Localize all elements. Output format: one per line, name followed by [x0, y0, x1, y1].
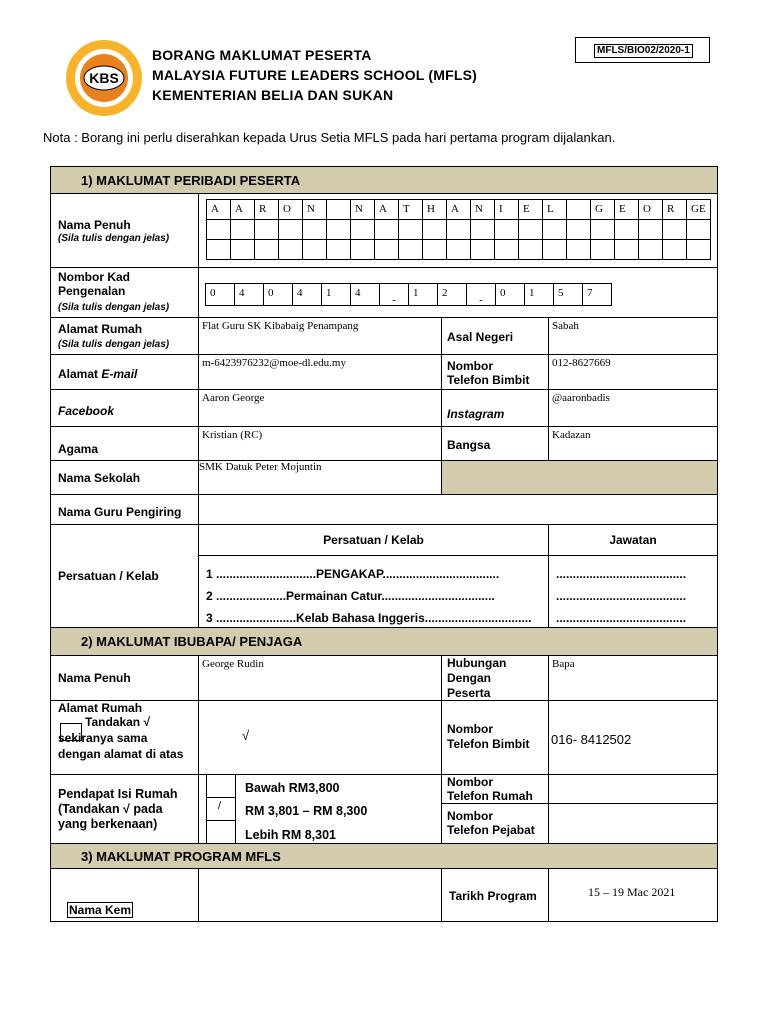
income-option-3: Lebih RM 8,301	[245, 828, 336, 842]
sekolah-value[interactable]: SMK Datuk Peter Mojuntin	[198, 460, 442, 495]
alamat-tick: √	[242, 728, 250, 743]
name-empty-cell[interactable]	[639, 220, 663, 240]
section-3-header: 3) MAKLUMAT PROGRAM MFLS	[50, 843, 718, 869]
fb-label-cell	[50, 389, 199, 427]
bangsa-label-cell	[441, 426, 549, 461]
name-empty-cell[interactable]	[231, 240, 255, 260]
ic-separator[interactable]: -	[467, 284, 496, 306]
name-letter-cell[interactable]: I	[495, 200, 519, 220]
name-letter-cell[interactable]: G	[591, 200, 615, 220]
pejabat-label-cell	[441, 803, 549, 844]
parent-nama-label: Nama Penuh	[58, 671, 131, 685]
nama-penuh-sub: (Sila tulis dengan jelas)	[58, 233, 170, 244]
sekolah-shaded-cell	[441, 460, 718, 495]
asal-label-cell	[441, 317, 549, 355]
jawatan-item-1[interactable]: .......................................	[556, 567, 687, 581]
form-code-box	[575, 37, 710, 63]
tel-label-1: Nombor	[447, 359, 493, 373]
name-letter-cell[interactable]: GE	[687, 200, 711, 220]
ic-digit-cell[interactable]: 4	[351, 284, 380, 306]
guru-label-cell	[50, 494, 199, 525]
tarikh-label-cell	[441, 868, 549, 922]
jawatan-head: Jawatan	[609, 533, 657, 547]
name-letter-cell[interactable]: T	[399, 200, 423, 220]
agama-label: Agama	[58, 442, 99, 456]
name-letter-cell[interactable]: O	[279, 200, 303, 220]
nama-penuh-label: Nama Penuh	[58, 218, 131, 232]
section-1-header: 1) MAKLUMAT PERIBADI PESERTA	[50, 166, 718, 194]
name-empty-cell[interactable]	[375, 220, 399, 240]
bangsa-value[interactable]: Kadazan	[548, 426, 718, 461]
name-empty-cell[interactable]	[303, 240, 327, 260]
parent-nama-label-cell	[50, 655, 199, 701]
ic-digit-cell[interactable]: 0	[206, 284, 235, 306]
agama-value[interactable]: Kristian (RC)	[198, 426, 442, 461]
parent-alamat-label-4: dengan alamat di atas	[58, 747, 184, 761]
name-empty-cell[interactable]	[351, 220, 375, 240]
tel-value[interactable]: 012-8627669	[548, 354, 718, 390]
bangsa-label: Bangsa	[447, 438, 491, 452]
pejabat-label-1: Nombor	[447, 809, 493, 823]
name-letter-cell[interactable]: A	[447, 200, 471, 220]
parent-nama-value[interactable]: George Rudin	[198, 655, 442, 701]
guru-value[interactable]	[198, 494, 718, 525]
income-checkbox-3[interactable]	[206, 821, 236, 844]
name-empty-cell[interactable]	[687, 240, 711, 260]
hubungan-label-3: Peserta	[447, 686, 491, 700]
name-empty-cell[interactable]	[495, 220, 519, 240]
name-empty-cell[interactable]	[567, 220, 591, 240]
name-empty-cell[interactable]	[543, 240, 567, 260]
name-empty-cell[interactable]	[615, 240, 639, 260]
tel-label-cell	[441, 354, 549, 390]
jawatan-head-cell	[548, 524, 718, 556]
name-empty-cell[interactable]	[591, 220, 615, 240]
name-empty-cell[interactable]	[207, 240, 231, 260]
bimbit-label-cell	[441, 700, 549, 775]
ic-digit-cell[interactable]: 1	[525, 284, 554, 306]
name-empty-cell[interactable]	[279, 240, 303, 260]
name-empty-cell[interactable]	[639, 240, 663, 260]
email-label: Alamat E-mail	[58, 367, 138, 381]
kelab-item-3[interactable]: 3 ........................Kelab Bahasa Inggeris................................	[206, 611, 532, 625]
jawatan-item-3[interactable]: .......................................	[556, 611, 687, 625]
section-2-header: 2) MAKLUMAT IBUBAPA/ PENJAGA	[50, 627, 718, 656]
pejabat-label-2: Telefon Pejabat	[447, 823, 535, 837]
hubungan-value[interactable]: Bapa	[548, 655, 718, 701]
kelab-list-cell	[198, 555, 549, 628]
ic-digit-cell[interactable]: 2	[438, 284, 467, 306]
kem-label-cell	[50, 868, 199, 922]
parent-alamat-label-cell	[50, 700, 199, 775]
email-value[interactable]: m-6423976232@moe-dl.edu.my	[198, 354, 442, 390]
hubungan-label-2: Dengan	[447, 671, 492, 685]
name-letter-grid[interactable]	[206, 199, 711, 260]
name-empty-cell[interactable]	[327, 240, 351, 260]
kelab-label-cell	[50, 524, 199, 628]
name-letter-cell[interactable]: A	[375, 200, 399, 220]
ic-digit-grid[interactable]	[205, 283, 612, 306]
name-empty-cell[interactable]	[687, 220, 711, 240]
ic-digit-cell[interactable]: 0	[264, 284, 293, 306]
ic-label-cell	[50, 267, 199, 318]
name-letter-cell[interactable]	[567, 200, 591, 220]
name-letter-cell[interactable]	[327, 200, 351, 220]
title-line-1: BORANG MAKLUMAT PESERTA	[152, 47, 372, 63]
sekolah-label-cell	[50, 460, 199, 495]
bimbit-value[interactable]: 016- 8412502	[548, 700, 718, 775]
title-line-2: MALAYSIA FUTURE LEADERS SCHOOL (MFLS)	[152, 67, 477, 83]
kbs-logo	[64, 38, 144, 118]
name-letter-cell[interactable]: A	[207, 200, 231, 220]
form-title	[152, 45, 477, 105]
name-empty-cell[interactable]	[447, 220, 471, 240]
name-empty-cell[interactable]	[303, 220, 327, 240]
svg-text:KBS: KBS	[89, 70, 119, 86]
ic-digit-cell[interactable]: 1	[409, 284, 438, 306]
name-letter-cell[interactable]: R	[663, 200, 687, 220]
name-empty-cell[interactable]	[495, 240, 519, 260]
name-empty-cell[interactable]	[591, 240, 615, 260]
parent-alamat-label-2: Tandakan √	[85, 715, 151, 729]
bimbit-label-2: Telefon Bimbit	[447, 737, 530, 751]
name-empty-cell[interactable]	[519, 220, 543, 240]
fb-value[interactable]: Aaron George	[198, 389, 442, 427]
name-empty-cell[interactable]	[567, 240, 591, 260]
kelab-item-2[interactable]: 2 .....................Permainan Catur..................................	[206, 589, 495, 603]
jawatan-list-cell	[548, 555, 718, 628]
asal-label: Asal Negeri	[447, 330, 514, 344]
name-empty-cell[interactable]	[279, 220, 303, 240]
income-options-cell	[198, 774, 442, 844]
name-empty-cell[interactable]	[255, 220, 279, 240]
name-empty-cell[interactable]	[471, 240, 495, 260]
pendapat-label-cell	[50, 774, 199, 844]
name-letter-cell[interactable]: H	[423, 200, 447, 220]
name-empty-cell[interactable]	[615, 220, 639, 240]
email-label-cell	[50, 354, 199, 390]
kad-label-2: Pengenalan	[58, 284, 126, 298]
ic-digit-cell[interactable]: 1	[322, 284, 351, 306]
tarikh-label: Tarikh Program	[449, 889, 537, 903]
agama-label-cell	[50, 426, 199, 461]
kem-value[interactable]	[198, 868, 442, 922]
ic-digit-cell[interactable]: 0	[496, 284, 525, 306]
ic-digit-cell[interactable]: 4	[293, 284, 322, 306]
name-letter-cell[interactable]: O	[639, 200, 663, 220]
pendapat-label-2: (Tandakan √ pada	[58, 802, 163, 816]
name-empty-cell[interactable]	[327, 220, 351, 240]
tarikh-value[interactable]: 15 – 19 Mac 2021	[548, 868, 718, 922]
parent-alamat-value[interactable]	[198, 700, 442, 775]
kem-label: Nama Kem	[69, 903, 132, 917]
income-option-1: Bawah RM3,800	[245, 781, 340, 795]
name-empty-cell[interactable]	[663, 240, 687, 260]
name-empty-cell[interactable]	[663, 220, 687, 240]
income-option-2: RM 3,801 – RM 8,300	[245, 804, 368, 818]
guru-label: Nama Guru Pengiring	[58, 505, 182, 519]
ic-value-cell	[198, 267, 718, 318]
name-letter-cell[interactable]: E	[519, 200, 543, 220]
kelab-head: Persatuan / Kelab	[323, 533, 424, 547]
pendapat-label-1: Pendapat Isi Rumah	[58, 787, 178, 801]
name-empty-cell[interactable]	[255, 240, 279, 260]
rumah-value[interactable]	[548, 774, 718, 804]
name-letter-cell[interactable]: N	[471, 200, 495, 220]
ic-separator[interactable]: -	[380, 284, 409, 306]
name-letter-cell[interactable]: A	[231, 200, 255, 220]
income-checkbox-1[interactable]	[206, 775, 236, 798]
name-letter-cell[interactable]: R	[255, 200, 279, 220]
name-empty-cell[interactable]	[423, 240, 447, 260]
parent-alamat-label-3: sekiranya sama	[58, 731, 148, 745]
sekolah-label: Nama Sekolah	[58, 471, 141, 485]
name-label-cell	[50, 193, 199, 268]
tel-label-2: Telefon Bimbit	[447, 373, 530, 387]
alamat-label: Alamat Rumah	[58, 322, 143, 336]
hubungan-label-1: Hubungan	[447, 656, 507, 670]
rumah-label-2: Telefon Rumah	[447, 789, 533, 803]
alamat-value[interactable]: Flat Guru SK Kibabaig Penampang	[198, 317, 442, 355]
rumah-label-1: Nombor	[447, 775, 493, 789]
ig-label-cell	[441, 389, 549, 427]
income-checkbox-2[interactable]	[206, 798, 236, 821]
ic-digit-cell[interactable]: 5	[554, 284, 583, 306]
name-empty-cell[interactable]	[375, 240, 399, 260]
alamat-label-cell	[50, 317, 199, 355]
name-value-cell	[198, 193, 718, 268]
pejabat-value[interactable]	[548, 803, 718, 844]
name-empty-cell[interactable]	[423, 220, 447, 240]
name-empty-cell[interactable]	[351, 240, 375, 260]
alamat-sub: (Sila tulis dengan jelas)	[58, 339, 170, 350]
ic-digit-cell[interactable]: 4	[235, 284, 264, 306]
name-empty-cell[interactable]	[519, 240, 543, 260]
kad-label-1: Nombor Kad	[58, 270, 130, 284]
income-mark: /	[218, 800, 222, 812]
name-letter-cell[interactable]: L	[543, 200, 567, 220]
kad-sub: (Sila tulis dengan jelas)	[58, 302, 170, 313]
asal-value[interactable]: Sabah	[548, 317, 718, 355]
form-code: MFLS/BIO02/2020-1	[594, 44, 693, 58]
form-table	[50, 166, 718, 922]
parent-alamat-label-1: Alamat Rumah	[58, 701, 143, 715]
name-empty-cell[interactable]	[399, 240, 423, 260]
note-text: Nota : Borang ini perlu diserahkan kepada Urus Setia MFLS pada hari pertama program dijalankan.	[43, 130, 616, 145]
name-empty-cell[interactable]	[399, 220, 423, 240]
ig-label: Instagram	[447, 407, 505, 421]
kelab-head-cell	[198, 524, 549, 556]
name-empty-cell[interactable]	[231, 220, 255, 240]
rumah-label-cell	[441, 774, 549, 804]
name-empty-cell[interactable]	[471, 220, 495, 240]
fb-label: Facebook	[58, 404, 115, 418]
pendapat-label-3: yang berkenaan)	[58, 817, 158, 831]
name-letter-cell[interactable]: N	[351, 200, 375, 220]
name-letter-cell[interactable]: E	[615, 200, 639, 220]
bimbit-label-1: Nombor	[447, 722, 493, 736]
title-line-3: KEMENTERIAN BELIA DAN SUKAN	[152, 87, 394, 103]
ig-value[interactable]: @aaronbadis	[548, 389, 718, 427]
kelab-item-1[interactable]: 1 ..............................PENGAKAP...................................	[206, 567, 500, 581]
name-letter-cell[interactable]: N	[303, 200, 327, 220]
kelab-label: Persatuan / Kelab	[58, 569, 159, 583]
name-empty-cell[interactable]	[447, 240, 471, 260]
name-empty-cell[interactable]	[207, 220, 231, 240]
ic-digit-cell[interactable]: 7	[583, 284, 612, 306]
name-empty-cell[interactable]	[543, 220, 567, 240]
jawatan-item-2[interactable]: .......................................	[556, 589, 687, 603]
hubungan-label-cell	[441, 655, 549, 701]
